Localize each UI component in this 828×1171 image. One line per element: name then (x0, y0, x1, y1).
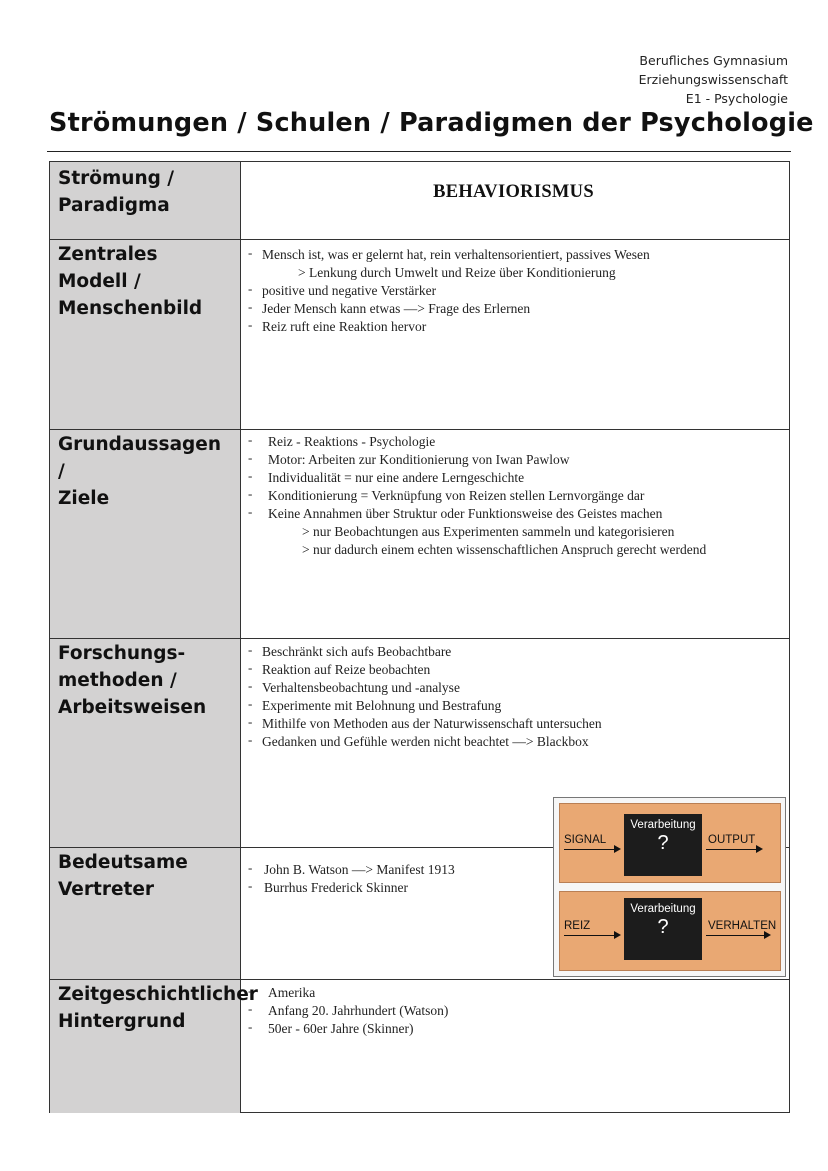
page-title: Strömungen / Schulen / Paradigmen der Psychologie (49, 108, 814, 138)
row-label (50, 848, 241, 980)
label-line: Ziele (58, 488, 110, 509)
bullet-list (248, 246, 779, 336)
label-line: Forschungs- (58, 643, 186, 664)
question-mark: ? (657, 916, 669, 938)
label-line: Zentrales Modell / (58, 244, 158, 292)
label-line: methoden / (58, 670, 177, 691)
title-divider (47, 151, 791, 152)
list-item: - positive und negative Verstärker (248, 282, 779, 300)
paradigm-heading: BEHAVIORISMUS (433, 182, 594, 202)
arrow-head-icon (764, 931, 771, 939)
list-item: - Individualität = nur eine andere Lerngeschichte (248, 469, 779, 487)
list-item: - Jeder Mensch kann etwas —> Frage des Erlernen (248, 300, 779, 318)
output-label: OUTPUT (708, 834, 756, 846)
row-label (50, 980, 258, 1113)
output-label: VERHALTEN (708, 920, 777, 932)
bullet-list (248, 433, 779, 559)
processing-label: Verarbeitung (630, 819, 696, 831)
list-item: - Konditionierung = Verknüpfung von Reizen stellen Lernvorgänge dar (248, 487, 779, 505)
reiz-verhalten-panel (559, 891, 781, 971)
input-label: SIGNAL (564, 834, 607, 846)
label-line: Menschenbild (58, 298, 203, 319)
sub-item: > nur dadurch einem echten wissenschaftlichen Anspruch gerecht werdend (302, 542, 707, 557)
item-text: Keine Annahmen über Struktur oder Funktionsweise des Geistes machen (268, 506, 663, 521)
input-label: REIZ (564, 920, 591, 932)
bullet-list (248, 643, 779, 751)
row-label (50, 162, 241, 239)
row-content (242, 980, 789, 1113)
course-name: E1 - Psychologie (685, 91, 788, 106)
input-arrow (564, 935, 614, 936)
arrow-head-icon (614, 845, 621, 853)
sub-item: > Lenkung durch Umwelt und Reize über Konditionierung (298, 265, 616, 280)
row-paradigma (50, 162, 789, 239)
label-line: Vertreter (58, 879, 155, 900)
signal-output-panel (559, 803, 781, 883)
label-line: Grundaussagen / (58, 434, 222, 482)
output-arrow (706, 849, 756, 850)
output-arrow (706, 935, 764, 936)
label-line: Zeitgeschichtlicher (58, 984, 258, 1005)
label-line: Paradigma (58, 195, 170, 216)
list-item (248, 246, 779, 282)
input-arrow (564, 849, 614, 850)
list-item: - Reaktion auf Reize beobachten (248, 661, 779, 679)
arrow-head-icon (756, 845, 763, 853)
row-content (242, 240, 789, 430)
label-line: Strömung / (58, 168, 175, 189)
row-content (242, 430, 789, 639)
label-line: Bedeutsame (58, 852, 188, 873)
blackbox-diagram (553, 797, 786, 977)
sub-item: > nur Beobachtungen aus Experimenten sammeln und kategorisieren (302, 524, 675, 539)
processing-box (624, 898, 702, 960)
list-item: - Mithilfe von Methoden aus der Naturwissenschaft untersuchen (248, 715, 779, 733)
list-item: - Anfang 20. Jahrhundert (Watson) (248, 1002, 779, 1020)
school-name: Berufliches Gymnasium (639, 53, 788, 68)
list-item: - John B. Watson —> Manifest 1913 (248, 861, 779, 879)
list-item: - 50er - 60er Jahre (Skinner) (248, 1020, 779, 1038)
arrow-head-icon (614, 931, 621, 939)
list-item: - Motor: Arbeiten zur Konditionierung von Iwan Pawlow (248, 451, 779, 469)
question-mark: ? (657, 832, 669, 854)
processing-label: Verarbeitung (630, 903, 696, 915)
row-label (50, 430, 241, 639)
row-content (242, 162, 789, 239)
list-item: - Beschränkt sich aufs Beobachtbare (248, 643, 779, 661)
item-text: Mensch ist, was er gelernt hat, rein verhaltensorientiert, passives Wesen (262, 247, 650, 262)
label-line: Arbeitsweisen (58, 697, 207, 718)
row-menschenbild (50, 239, 789, 430)
row-label (50, 240, 241, 430)
processing-box (624, 814, 702, 876)
row-grundaussagen (50, 429, 789, 639)
row-label (50, 639, 241, 848)
bullet-list (248, 984, 779, 1038)
list-item: - Reiz - Reaktions - Psychologie (248, 433, 779, 451)
school-header (639, 51, 788, 108)
list-item: - Verhaltensbeobachtung und -analyse (248, 679, 779, 697)
row-hintergrund (50, 979, 789, 1113)
list-item: - Reiz ruft eine Reaktion hervor (248, 318, 779, 336)
list-item: - Amerika (248, 984, 779, 1002)
list-item: - Burrhus Frederick Skinner (248, 879, 779, 897)
list-item: - Experimente mit Belohnung und Bestrafung (248, 697, 779, 715)
list-item: - Gedanken und Gefühle werden nicht beachtet —> Blackbox (248, 733, 779, 751)
label-line: Hintergrund (58, 1011, 186, 1032)
list-item (248, 505, 779, 559)
subject-name: Erziehungswissenschaft (638, 72, 788, 87)
